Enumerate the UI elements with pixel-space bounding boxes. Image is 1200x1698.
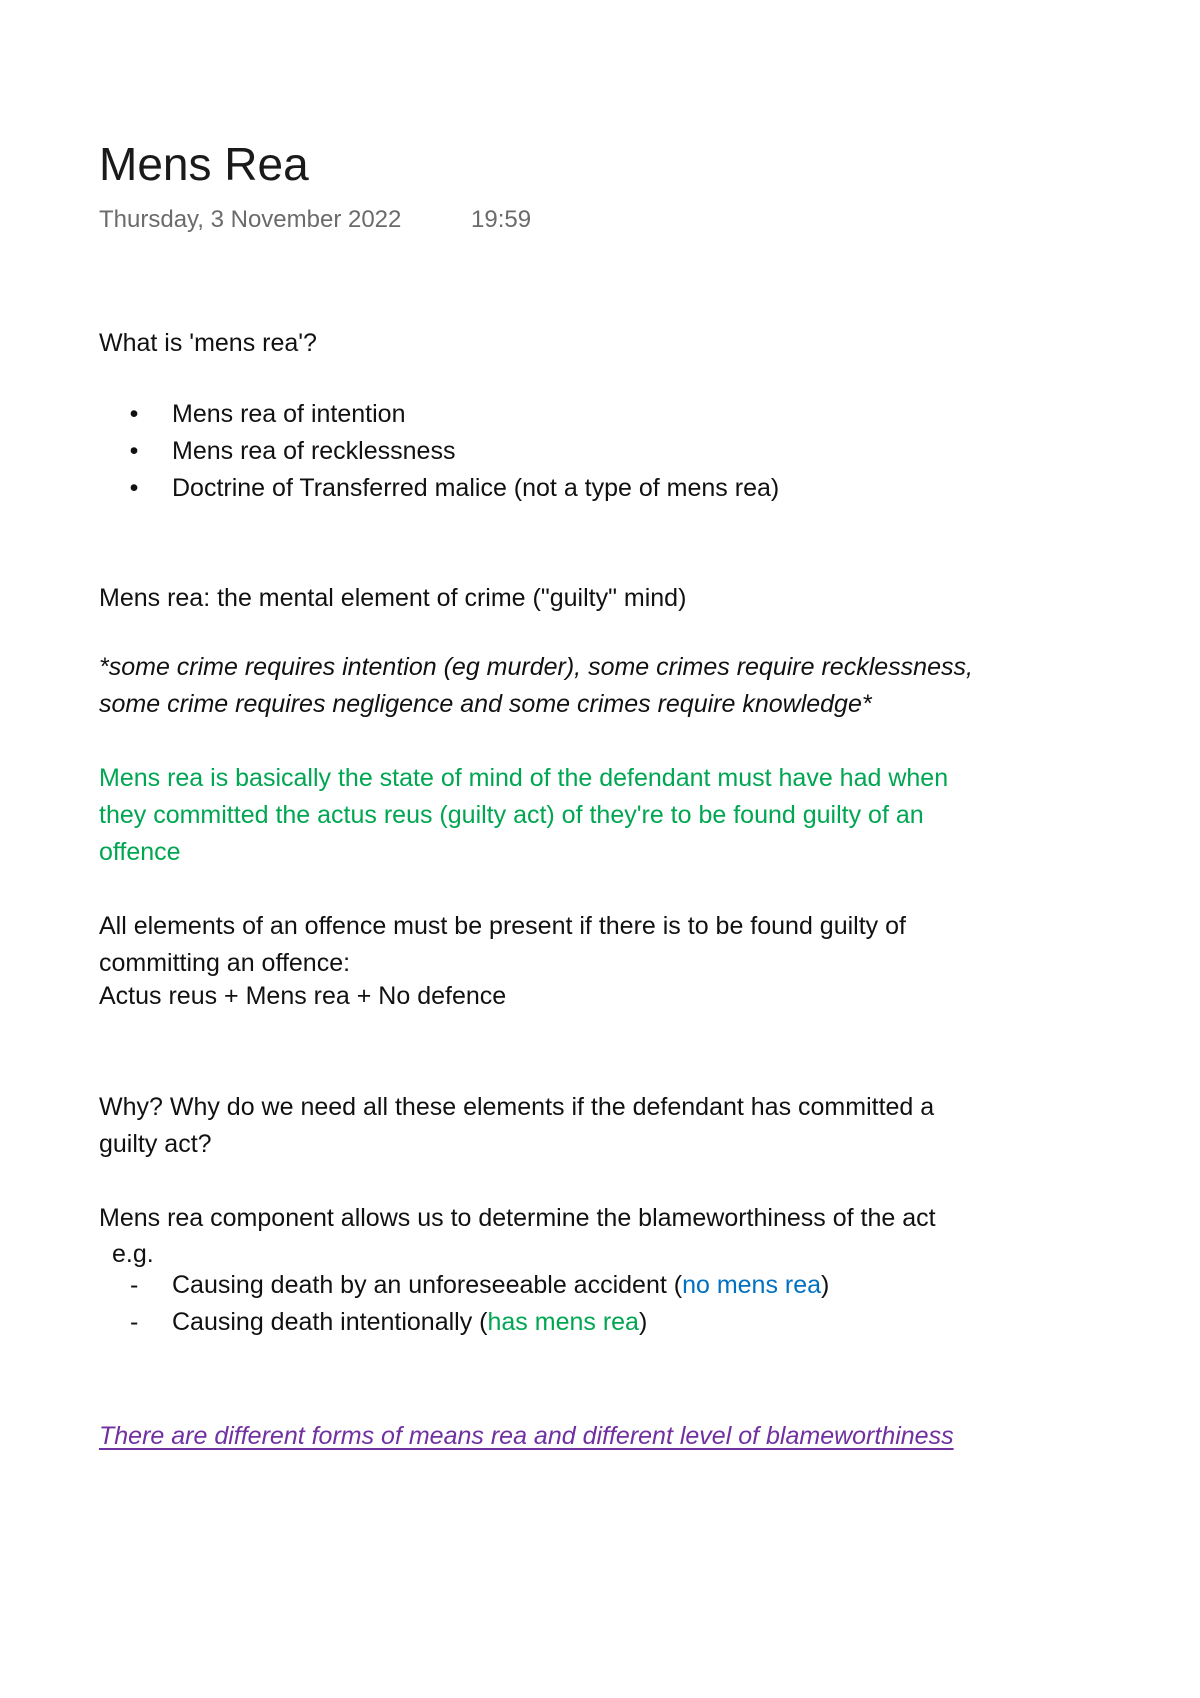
question-line: What is 'mens rea'? — [99, 329, 317, 357]
mens-rea-topics-list — [124, 396, 779, 507]
page-meta — [99, 205, 532, 235]
list-item: • Mens rea of recklessness — [124, 433, 779, 470]
examples-list — [124, 1267, 829, 1341]
dash-icon: - — [130, 1308, 139, 1336]
green-explanation-line: offence — [99, 838, 181, 866]
bullet-icon: • — [129, 437, 139, 465]
conclusion-line: There are different forms of means rea and different level of blameworthiness — [99, 1422, 954, 1450]
no-mens-rea-highlight: no mens rea — [682, 1271, 822, 1299]
green-explanation-line: they committed the actus reus (guilty act) of they're to be found guilty of an — [99, 801, 924, 829]
has-mens-rea-highlight: has mens rea — [487, 1308, 639, 1336]
bullet-icon: • — [129, 400, 139, 428]
green-explanation-line: Mens rea is basically the state of mind of the defendant must have had when — [99, 764, 949, 792]
list-item: - Causing death intentionally (has mens rea) — [124, 1304, 829, 1341]
formula-line: Actus reus + Mens rea + No defence — [99, 982, 507, 1010]
page-time: 19:59 — [471, 206, 532, 233]
list-item: • Doctrine of Transferred malice (not a type of mens rea) — [124, 470, 779, 507]
list-item: • Mens rea of intention — [124, 396, 779, 433]
page-title: Mens Rea — [99, 138, 309, 190]
italic-note-line: some crime requires negligence and some crimes require knowledge* — [99, 690, 872, 718]
bullet-icon: • — [129, 474, 139, 502]
italic-note-line: *some crime requires intention (eg murder), some crimes require recklessness, — [99, 653, 973, 681]
dash-icon: - — [130, 1271, 139, 1299]
why-line: Why? Why do we need all these elements if the defendant has committed a — [99, 1093, 935, 1121]
component-line: Mens rea component allows us to determine the blameworthiness of the act — [99, 1204, 936, 1232]
why-line: guilty act? — [99, 1130, 212, 1158]
elements-line: committing an offence: — [99, 949, 351, 977]
list-item: - Causing death by an unforeseeable accident (no mens rea) — [124, 1267, 829, 1304]
elements-line: All elements of an offence must be present if there is to be found guilty of — [99, 912, 906, 940]
definition-line: Mens rea: the mental element of crime ("guilty" mind) — [99, 584, 687, 612]
eg-label: e.g. — [112, 1240, 154, 1268]
page-date: Thursday, 3 November 2022 — [99, 206, 402, 233]
